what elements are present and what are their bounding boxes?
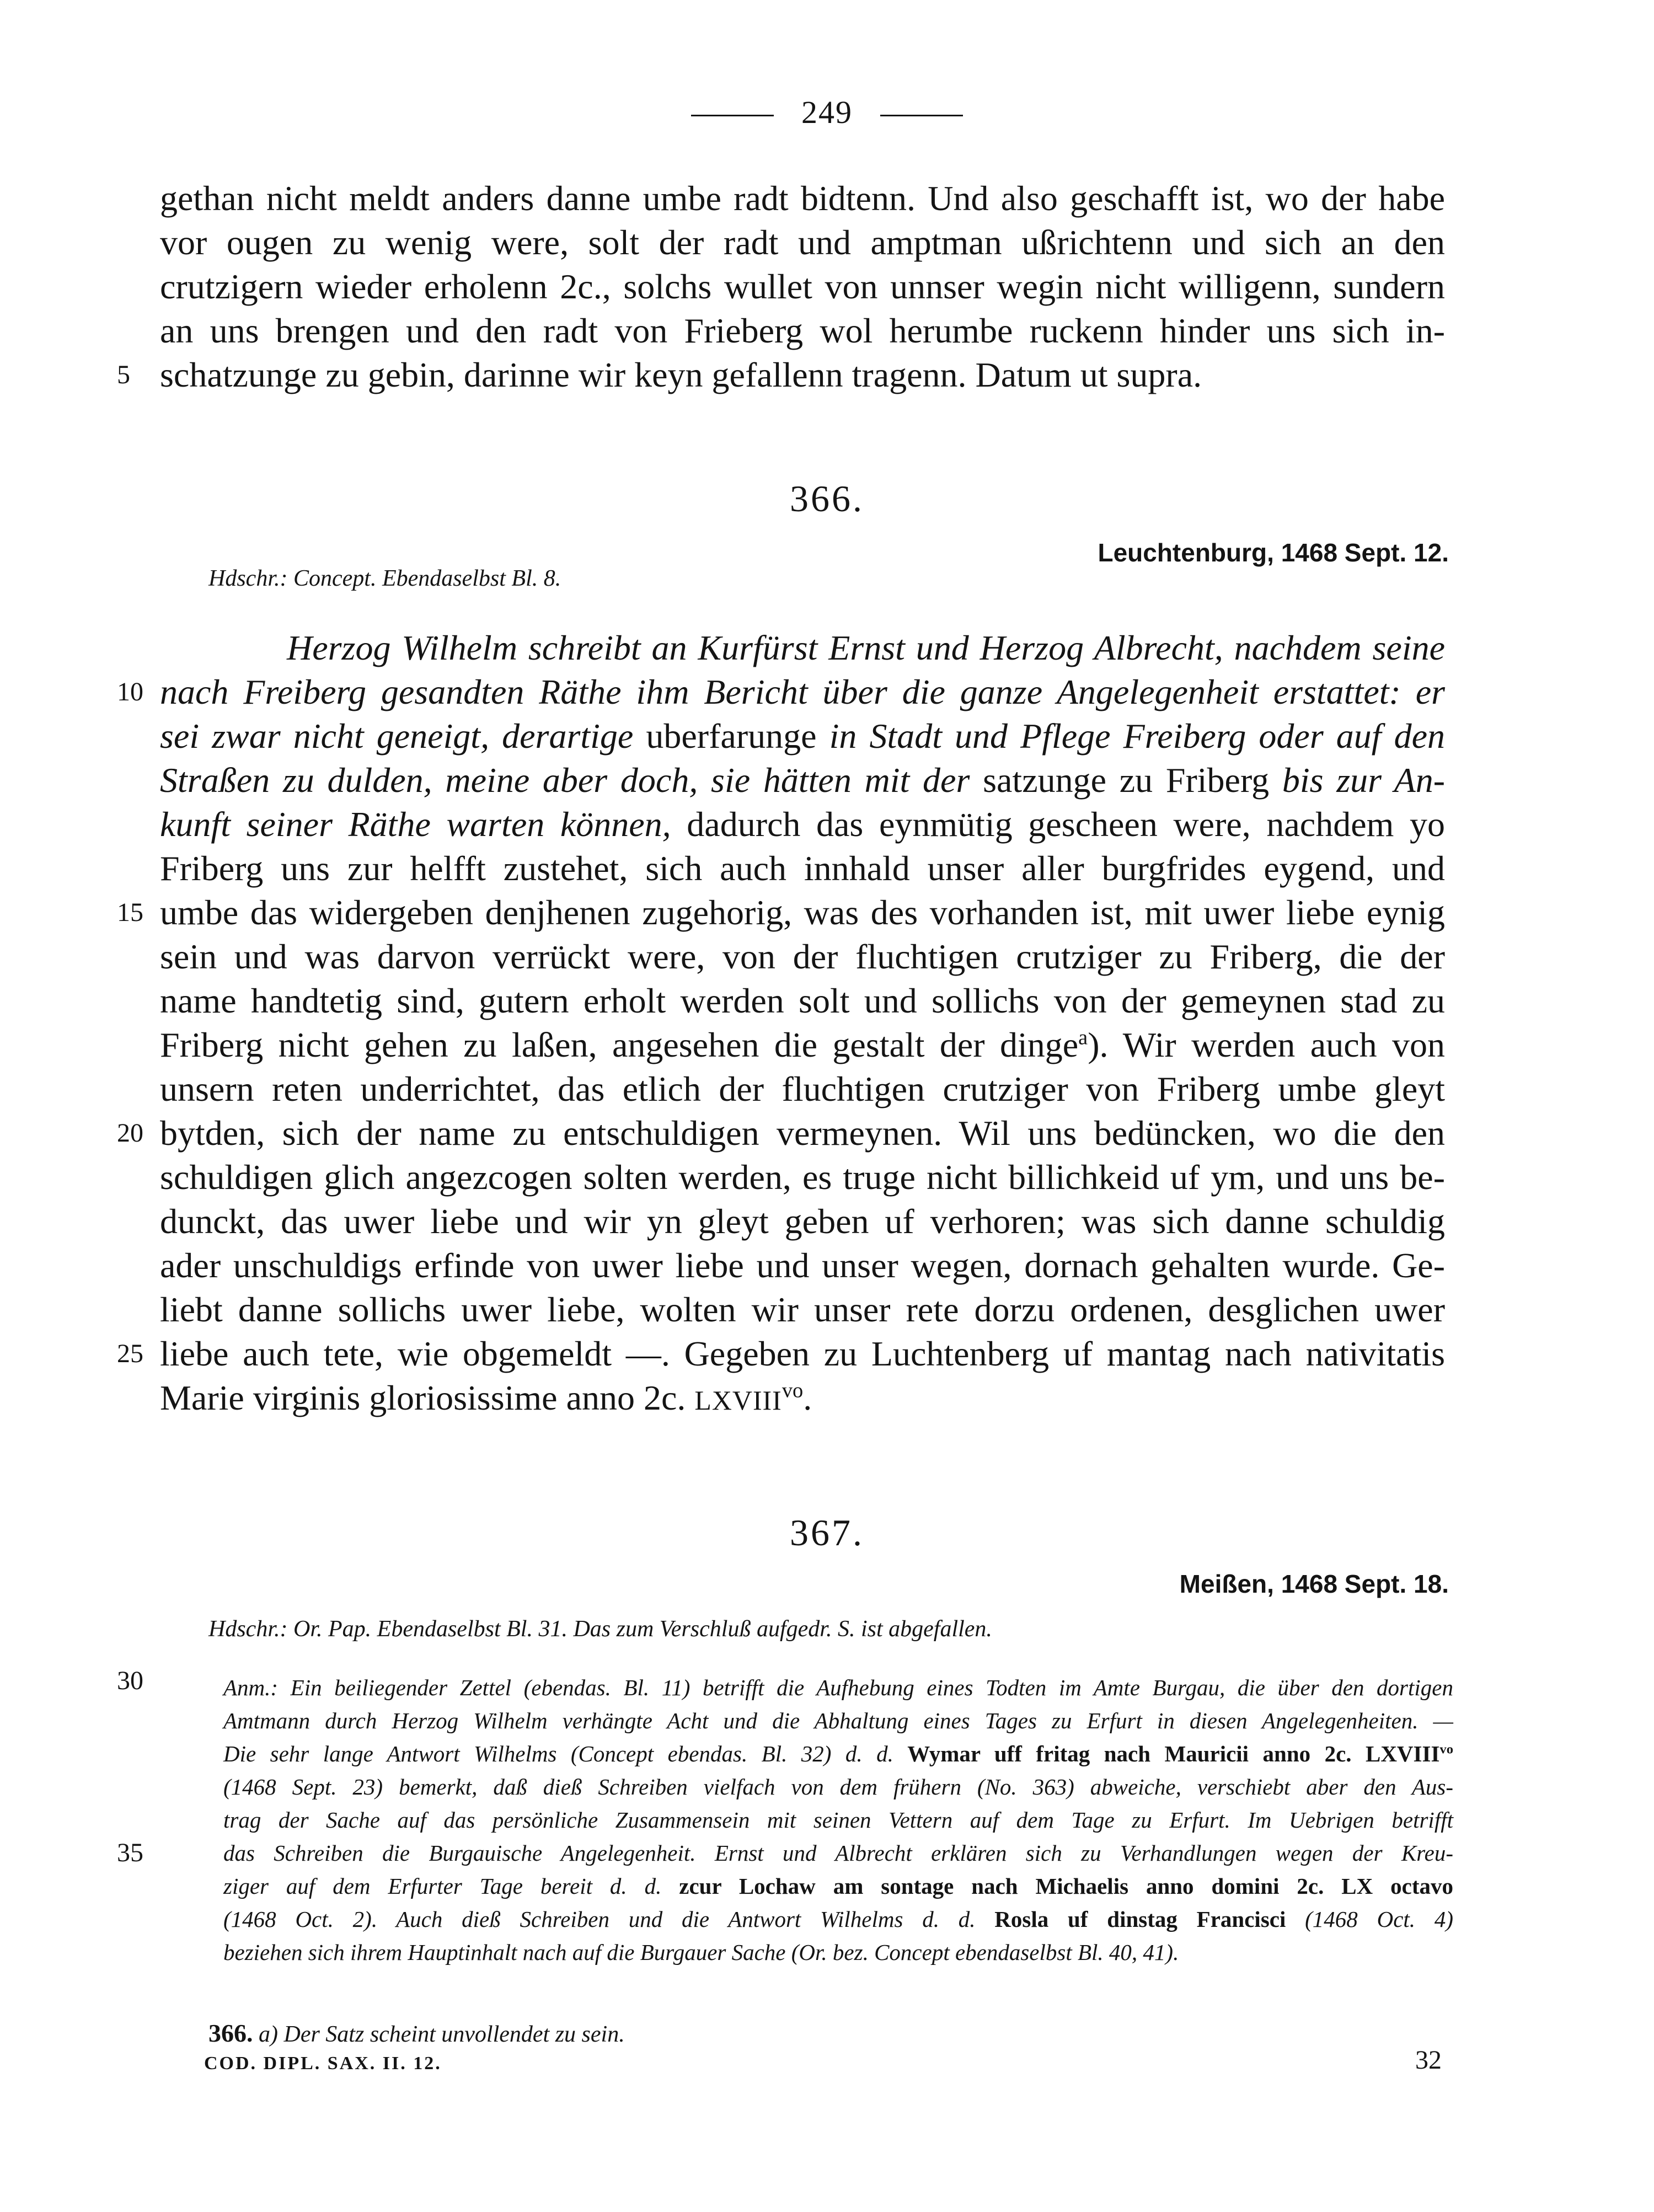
regest-text: in Stadt und Pflege Freiberg oder auf den: [829, 716, 1446, 756]
annotation-text: (1468 Oct. 4): [1305, 1906, 1453, 1932]
text-line: gethan nicht meldt anders danne umbe radt bidtenn. Und also geschafft ist, wo der habe: [160, 179, 1445, 218]
text-line: schuldigen glich angezcogen solten werden, es truge nicht billichkeid uf ym, und uns be-: [160, 1158, 1445, 1197]
quoted-text: Rosla uf dinstag Francisci: [994, 1906, 1286, 1932]
text-line: schatzunge zu gebin, darinne wir keyn gefallenn tragenn. Datum ut supra.: [160, 355, 1202, 394]
document-number: 367.: [790, 1512, 864, 1554]
text-line: name handtetig sind, gutern erholt werden solt und sollichs von der gemeynen stad zu: [160, 981, 1445, 1020]
annotation-line: [223, 1903, 1453, 1936]
text-line: liebe auch tete, wie obgemeldt —. Gegeben zu Luchtenberg uf mantag nach nativitatis: [160, 1334, 1445, 1373]
text-line: [160, 758, 1445, 802]
running-header: [0, 94, 1654, 131]
annotation-line: [223, 1737, 1453, 1770]
annotation-line: [223, 1870, 1453, 1903]
annotation-text: ziger auf dem Erfurter Tage bereit d. d.: [223, 1873, 662, 1899]
annotation-text: Die sehr lange Antwort Wilhelms (Concept ebendas. Bl. 32) d. d.: [223, 1741, 893, 1766]
quoted-text: uberfarunge: [646, 716, 817, 756]
line-number: 25: [117, 1339, 143, 1368]
line-number: 10: [117, 677, 143, 706]
text-line: [160, 714, 1445, 758]
superscript: vo: [1439, 1742, 1453, 1757]
footnote-ref: 366.: [208, 2019, 253, 2047]
line-number: 15: [117, 898, 143, 927]
text-line: ader unschuldigs erfinde von uwer liebe und unser wegen, dornach gehalten wurde. Ge-: [160, 1246, 1445, 1285]
text-line: an uns brengen und den radt von Frieberg wol herumbe ruckenn hinder uns sich in-: [160, 311, 1445, 350]
text-line: bytden, sich der name zu entschuldigen vermeynen. Wil uns bedüncken, wo die den: [160, 1113, 1445, 1153]
superscript: vo: [781, 1379, 804, 1402]
line-number: 30: [117, 1666, 143, 1695]
line-number: 5: [117, 360, 130, 389]
sheet-number: 32: [1415, 2045, 1442, 2075]
text-line: sein und was darvon verrückt were, von der fluchtigen crutziger zu Friberg, die der: [160, 937, 1445, 976]
header-rule-right: [880, 115, 963, 116]
annotation-line: beziehen sich ihrem Hauptinhalt nach auf die Burgauer Sache (Or. bez. Concept ebendaselbst Bl. 40, 41).: [223, 1940, 1179, 1965]
source-note: Hdschr.: Concept. Ebendaselbst Bl. 8.: [208, 566, 561, 591]
annotation-line: trag der Sache auf das persönliche Zusammensein mit seinen Vettern auf dem Tage zu Erfurt. Im Uebrigen betrifft: [223, 1807, 1453, 1833]
quoted-text: satzunge zu Friberg: [983, 760, 1270, 800]
regest-text: Straßen zu dulden, meine aber doch, sie hätten mit der: [160, 760, 970, 800]
annotation-line: das Schreiben die Burgauische Angelegenheit. Ernst und Albrecht erklären sich zu Verhandlungen wegen der Kreu-: [223, 1840, 1453, 1866]
regest-line: nach Freiberg gesandten Räthe ihm Bericht über die ganze Angelegenheit erstattet: er: [160, 672, 1445, 711]
footnote-marker: a: [1078, 1026, 1088, 1049]
quoted-text: Wymar uff fritag nach Mauricii anno 2c. LXVIII: [907, 1741, 1440, 1766]
regest-line: Herzog Wilhelm schreibt an Kurfürst Ernst und Herzog Albrecht, nachdem seine: [287, 628, 1445, 667]
line-number: 35: [117, 1838, 143, 1867]
quoted-text: dadurch das eynmütig gescheen were, nachdem yo: [687, 805, 1446, 844]
text-span: ). Wir werden auch von: [1088, 1025, 1446, 1064]
regest-text: kunft seiner Räthe warten können,: [160, 805, 671, 844]
annotation-line: Amtmann durch Herzog Wilhelm verhängte Acht und die Abhaltung eines Tages zu Erfurt in diesen Angelegenheiten. —: [223, 1708, 1453, 1733]
quoted-text: zcur Lochaw am sontage nach Michaelis anno domini 2c. LX octavo: [679, 1873, 1454, 1899]
source-note: Hdschr.: Or. Pap. Ebendaselbst Bl. 31. Das zum Verschluß aufgedr. S. ist abgefallen.: [208, 1616, 992, 1642]
text-line: Friberg uns zur helfft zustehet, sich auch innhald unser aller burgfrides eygend, und: [160, 849, 1445, 888]
place-date: Leuchtenburg, 1468 Sept. 12.: [1098, 538, 1449, 567]
text-line: liebt danne sollichs uwer liebe, wolten wir unser rete dorzu ordenen, desglichen uwer: [160, 1290, 1445, 1329]
text-line: umbe das widergeben denjhenen zugehorig, was des vorhanden ist, mit uwer liebe eynig: [160, 893, 1445, 932]
document-number: 366.: [790, 478, 864, 519]
text-line: dunckt, das uwer liebe und wir yn gleyt geben uf verhoren; was sich danne schuldig: [160, 1202, 1445, 1241]
footnote-text: a) Der Satz scheint unvollendet zu sein.: [259, 2022, 625, 2047]
place-date: Meißen, 1468 Sept. 18.: [1179, 1570, 1449, 1598]
footnote: [208, 2018, 625, 2048]
text-line: [160, 802, 1445, 847]
regest-text: bis zur An-: [1282, 760, 1446, 800]
text-span: Friberg nicht gehen zu laßen, angesehen die gestalt der dinge: [160, 1025, 1079, 1064]
annotation-line: (1468 Sept. 23) bemerkt, daß dieß Schreiben vielfach von dem frühern (No. 363) abweiche, verschiebt aber den Aus-: [223, 1774, 1453, 1799]
line-number: 20: [117, 1118, 143, 1148]
text-span: Marie virginis gloriosissime anno 2c.: [160, 1378, 686, 1417]
annotation-line: Anm.: Ein beiliegender Zettel (ebendas. Bl. 11) betrifft die Aufhebung eines Todten im Amte Burgau, die über den dortigen: [223, 1675, 1453, 1700]
text-line: vor ougen zu wenig were, solt der radt und amptman ußrichtenn und sich an den: [160, 223, 1445, 262]
page-number: 249: [801, 94, 853, 130]
codex-signature: COD. DIPL. SAX. II. 12.: [204, 2053, 442, 2074]
header-rule-left: [691, 115, 774, 116]
regest-text: sei zwar nicht geneigt, derartige: [160, 716, 634, 756]
roman-numeral: LXVIII: [694, 1385, 782, 1416]
text-line: [160, 1376, 1445, 1423]
text-line: [160, 1023, 1445, 1067]
text-line: crutzigern wieder erholenn 2c., solchs wullet von unnser wegin nicht willigenn, sundern: [160, 267, 1445, 306]
text-line: unsern reten underrichtet, das etlich der fluchtigen crutziger von Friberg umbe gleyt: [160, 1069, 1445, 1108]
annotation-text: (1468 Oct. 2). Auch dieß Schreiben und die Antwort Wilhelms d. d.: [223, 1906, 976, 1932]
text-span: .: [803, 1378, 812, 1417]
